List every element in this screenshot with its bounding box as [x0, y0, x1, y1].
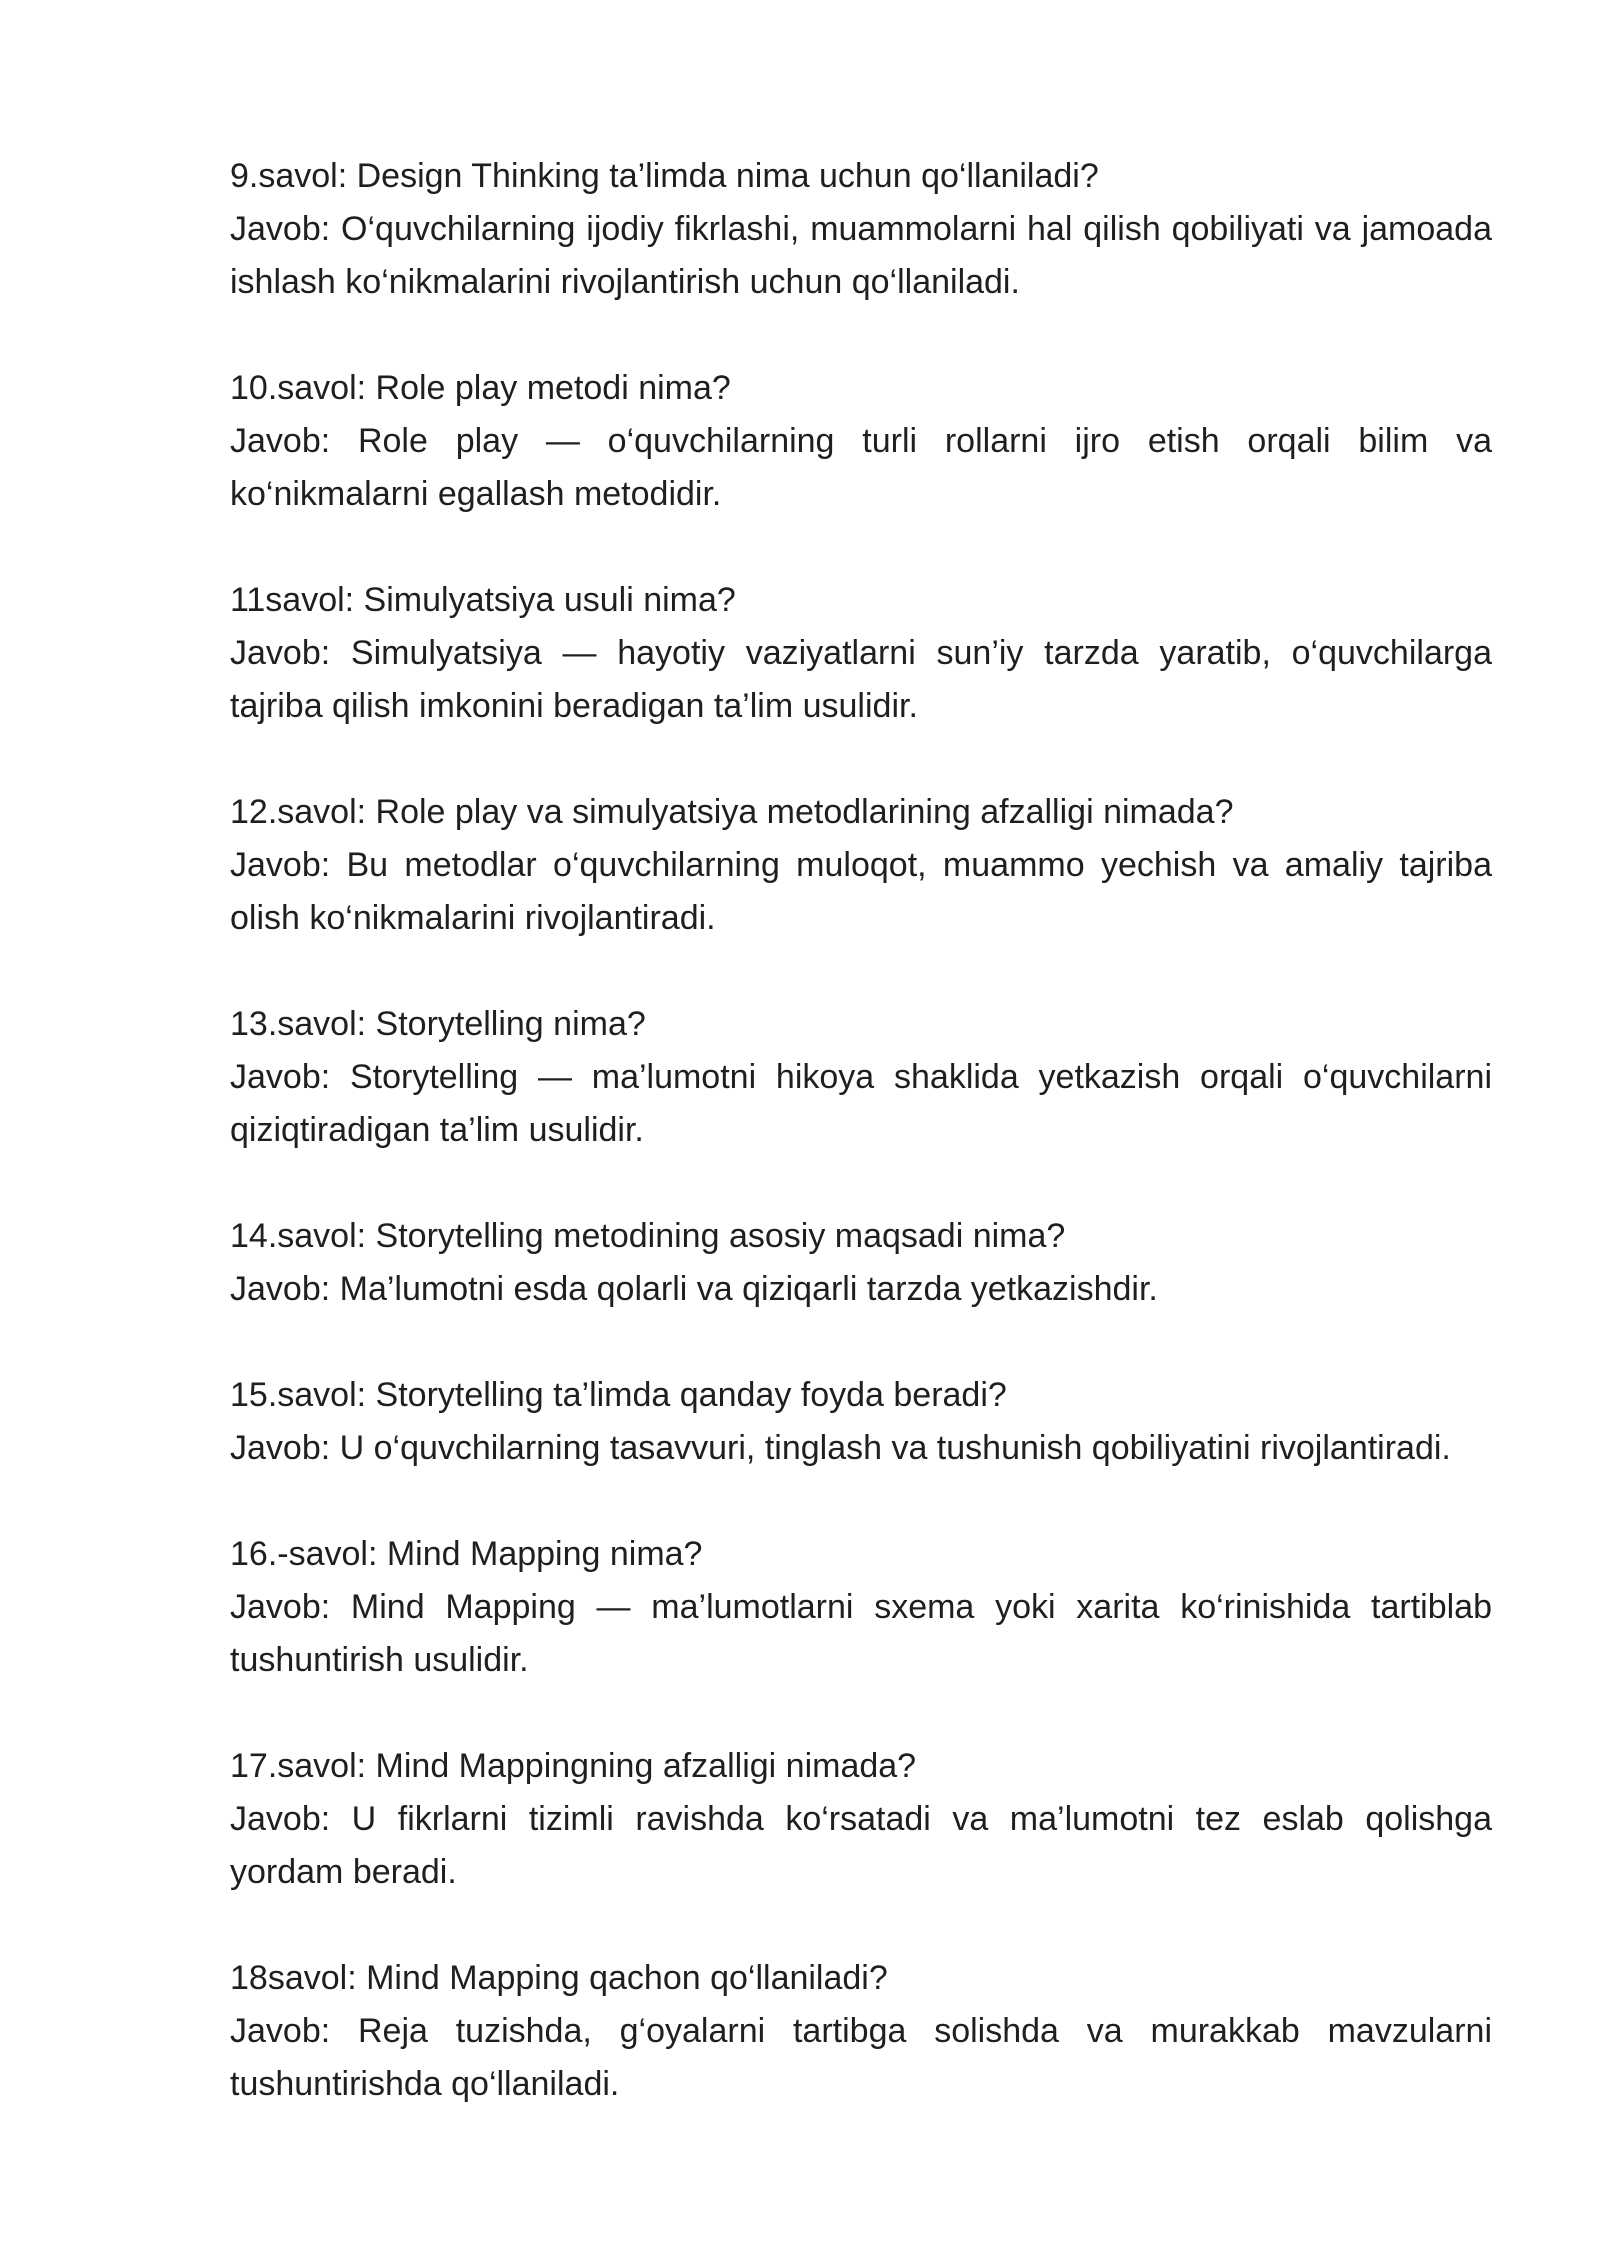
question-text: 14.savol: Storytelling metodining asosiy maqsadi nima?	[230, 1217, 1066, 1255]
question-text: 13.savol: Storytelling nima?	[230, 1005, 646, 1043]
qa-list	[230, 150, 1492, 2164]
qa-item-15	[230, 1369, 1492, 1475]
question-text: 12.savol: Role play va simulyatsiya metodlarining afzalligi nimada?	[230, 793, 1234, 831]
qa-item-11	[230, 574, 1492, 733]
answer-text: Javob: Simulyatsiya — hayotiy vaziyatlarni sun’iy tarzda yaratib, o‘quvchilarga tajriba qilish imkonini beradigan ta’lim usulidir.	[230, 634, 1492, 725]
answer-text: Javob: U o‘quvchilarning tasavvuri, tinglash va tushunish qobiliyatini rivojlantiradi.	[230, 1429, 1451, 1467]
answer-text: Javob: O‘quvchilarning ijodiy fikrlashi, muammolarni hal qilish qobiliyati va jamoada ishlash ko‘nikmalarini rivojlantirish uchun qo‘llaniladi.	[230, 210, 1492, 301]
qa-item-17	[230, 1740, 1492, 1899]
answer-text: Javob: Role play — o‘quvchilarning turli rollarni ijro etish orqali bilim va ko‘nikmalarni egallash metodidir.	[230, 422, 1492, 513]
answer-text: Javob: Mind Mapping — ma’lumotlarni sxema yoki xarita ko‘rinishida tartiblab tushuntirish usulidir.	[230, 1588, 1492, 1679]
qa-item-13	[230, 998, 1492, 1157]
qa-item-18	[230, 1952, 1492, 2111]
question-text: 16.-savol: Mind Mapping nima?	[230, 1535, 703, 1573]
qa-item-9	[230, 150, 1492, 309]
question-text: 18savol: Mind Mapping qachon qo‘llaniladi?	[230, 1959, 888, 1997]
qa-item-14	[230, 1210, 1492, 1316]
qa-item-12	[230, 786, 1492, 945]
question-text: 9.savol: Design Thinking ta’limda nima uchun qo‘llaniladi?	[230, 157, 1099, 195]
question-text: 15.savol: Storytelling ta’limda qanday foyda beradi?	[230, 1376, 1007, 1414]
answer-text: Javob: Storytelling — ma’lumotni hikoya shaklida yetkazish orqali o‘quvchilarni qiziqtiradigan ta’lim usulidir.	[230, 1058, 1492, 1149]
answer-text: Javob: Bu metodlar o‘quvchilarning muloqot, muammo yechish va amaliy tajriba olish ko‘nikmalarini rivojlantiradi.	[230, 846, 1492, 937]
qa-item-10	[230, 362, 1492, 521]
question-text: 10.savol: Role play metodi nima?	[230, 369, 731, 407]
question-text: 17.savol: Mind Mappingning afzalligi nimada?	[230, 1747, 917, 1785]
answer-text: Javob: Ma’lumotni esda qolarli va qiziqarli tarzda yetkazishdir.	[230, 1270, 1158, 1308]
qa-item-16	[230, 1528, 1492, 1687]
answer-text: Javob: U fikrlarni tizimli ravishda ko‘rsatadi va ma’lumotni tez eslab qolishga yordam beradi.	[230, 1800, 1492, 1891]
answer-text: Javob: Reja tuzishda, g‘oyalarni tartibga solishda va murakkab mavzularni tushuntirishda qo‘llaniladi.	[230, 2012, 1492, 2103]
question-text: 11savol: Simulyatsiya usuli nima?	[230, 581, 736, 619]
